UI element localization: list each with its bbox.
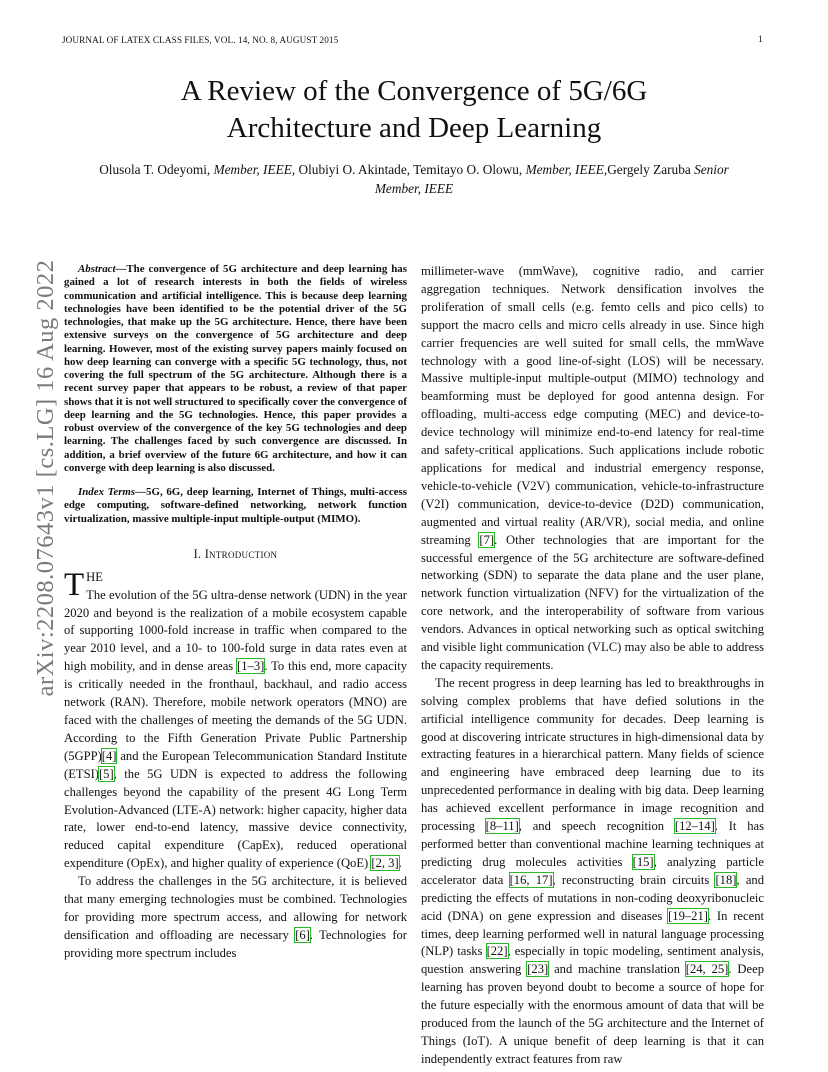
section-heading-introduction: [64, 547, 407, 562]
citation-link[interactable]: [5]: [98, 766, 114, 781]
left-column: [64, 263, 407, 963]
section-number: I.: [193, 546, 205, 561]
citation-link[interactable]: [19–21]: [668, 908, 708, 923]
citation-link[interactable]: [22]: [486, 944, 508, 959]
text-span: . To this end, more capacity is critically needed in the fronthaul, backhaul, and radio access network (RAN). Therefore, mobile network operators (MNO) are faced with the challenges of meeting the demands of the 5G UDN. According to the Fifth Generation Private Public Partnership (5GPP): [64, 659, 407, 763]
drop-cap: T: [64, 566, 85, 603]
citation-link[interactable]: [1–3]: [237, 659, 265, 674]
citation-link[interactable]: [8–11]: [485, 819, 519, 834]
arxiv-identifier-stamp[interactable]: arXiv:2208.07643v1 [cs.LG] 16 Aug 2022: [32, 259, 59, 697]
journal-header: JOURNAL OF LATEX CLASS FILES, VOL. 14, NO. 8, AUGUST 2015: [62, 35, 339, 45]
text-span: , the 5G UDN is expected to address the following challenges beyond the capability of the present 4G Long Term Evolution-Advanced (LTE-A) network: higher capacity, higher data rate, lower end-to-end latency, massive device connectivity, reduced capital expenditure (CapEx), reduced operational expenditure (OpEx), and higher quality of experience (QoE): [64, 766, 407, 871]
text-span: and machine translation: [548, 962, 686, 977]
title-line-2: Architecture and Deep Learning: [226, 112, 602, 144]
text-span: , and speech recognition: [518, 819, 675, 834]
author-4-role: Senior Member, IEEE: [374, 162, 729, 196]
citation-link[interactable]: [16, 17]: [509, 872, 553, 887]
text-span: , and predicting the effects of mutations in non-coding deoxyribonucleic acid (DNA) on gene expression and diseases: [421, 872, 765, 923]
text-span: , especially in topic modeling, sentiment analysis, question answering: [421, 944, 764, 977]
citation-link[interactable]: [4]: [101, 748, 117, 763]
author-1-role: Member, IEEE,: [213, 162, 296, 177]
index-terms-text: —5G, 6G, deep learning, Internet of Things, multi-access edge computing, software-defined networking, network function virtualization, massive multiple-input multiple-output (MIMO).: [64, 486, 407, 525]
text-span: . Technologies for providing more spectrum includes: [64, 927, 408, 960]
intro-paragraph-2-cont: [421, 263, 764, 675]
citation-link[interactable]: [6]: [295, 927, 310, 942]
text-span: millimeter-wave (mmWave), cognitive radio, and carrier aggregation techniques. Network densification involves the proliferation of small cells (e.g. femto cells and pico cells) to support the macro cells and micro cells already in use. Since high carrier frequencies are well suited for small cells, the mmWave technology with a good line-of-sight (LOS) will be necessary. Massive multiple-input multiple-output (MIMO) technology and beamforming must be deployed for good antenna design. For offloading, multi-access edge computing (MEC) and device-to-device technology will minimize end-to-end latency for real-time and safety-critical applications. Such applications include robotic applications for medical and industrial emergency response, vehicle-to-vehicle (V2V) communication, vehicle-to-infrastructure (V2I) communication, device-to-device (D2D) communication, augmented and virtual reality (AR/VR), social media, and online streaming: [421, 264, 764, 547]
author-1: Olusola T. Odeyomi,: [99, 162, 214, 177]
author-3-role: Member, IEEE,: [525, 162, 608, 177]
index-terms: [64, 486, 407, 526]
citation-link[interactable]: [2, 3]: [371, 856, 399, 871]
text-span: . It has performed better than conventional machine learning techniques at predicting drug molecules activities: [421, 819, 764, 869]
citation-link[interactable]: [23]: [527, 962, 549, 977]
text-span: The evolution of the 5G ultra-dense network (UDN) in the year 2020 and beyond is the realization of a mobile ecosystem capable of supporting 1000-fold increase in traffic when compared to the year 2010 level, and a 10- to 100-fold surge in data rates even at high mobility, and in dense areas: [64, 587, 407, 674]
section-title: Introduction: [204, 546, 278, 561]
text-span: , analyzing particle accelerator data: [421, 854, 764, 887]
text-span: , reconstructing brain circuits: [552, 872, 716, 887]
citation-link[interactable]: [12–14]: [674, 819, 715, 834]
text-span: . Deep learning has proven beyond doubt to become a source of hope for the future especially with the enormous amount of data that will be produced from the launch of the 5G architecture and the Internet of Things (IoT). A unique benefit of deep learning is that it can independently extract features from raw: [421, 962, 764, 1066]
author-4: Gergely Zaruba: [607, 162, 695, 177]
citation-link[interactable]: [18]: [715, 872, 737, 887]
citation-link[interactable]: [24, 25]: [685, 962, 729, 977]
citation-link[interactable]: [15]: [632, 854, 654, 869]
title-line-1: A Review of the Convergence of 5G/6G: [180, 75, 648, 107]
text-span: .: [398, 856, 402, 871]
text-span: The recent progress in deep learning has led to breakthroughs in solving complex problems that have defied solutions in the artificial intelligence community for decades. Deep learning is good at discovering intricate structures in high-dimensional data by extracting features in a hierarchical pattern. Many fields of science and engineering have embraced deep learning due to its unprecedented performance in dealing with big data. Deep learning has achieved excellent performance in image recognition and processing: [421, 675, 764, 834]
text-span: . Other technologies that are important for the successful emergence of the 5G architecture are software-defined networking (SDN) to separate the data plane and the user plane, network function virtualization (NFV) for the virtualization of the core network, and the interoperability of software from various vendors. Advances in optical networking such as optical switching and visible light communication (VLC) may also be able to address the capacity requirements.: [421, 532, 765, 672]
drop-cap-rest: HE: [86, 569, 103, 584]
paper-title: [100, 73, 728, 147]
text-span: and the European Telecommunication Standard Institute (ETSI): [64, 748, 407, 781]
right-column: [421, 263, 764, 1069]
intro-paragraph-2-start: [64, 873, 407, 963]
author-2-3: Olubiyi O. Akintade, Temitayo O. Olowu,: [295, 162, 526, 177]
citation-link[interactable]: [7]: [479, 532, 495, 547]
text-span: . In recent times, deep learning performed well in natural language processing (NLP) tasks: [421, 908, 764, 959]
abstract: [64, 263, 407, 475]
text-span: To address the challenges in the 5G architecture, it is believed that many emerging technologies must be combined. Technologies for providing more spectrum access, and allowing for network densification and offloading are necessary: [64, 874, 407, 942]
intro-paragraph-1: [64, 566, 407, 873]
abstract-text: —The convergence of 5G architecture and deep learning has gained a lot of research interests in both the fields of wireless communication and artificial intelligence. This is because deep learning technologies have been identified to be the potential driver of the 5G technologies, that make up the 5G architecture. Hence, there have been extensive surveys on the convergence of 5G architecture and deep learning. However, most of the existing survey papers mainly focused on how deep learning can converge with a specific 5G technology, thus, not covering the full spectrum of the 5G architecture. Although there is a recent survey paper that appears to be robust, a review of that paper shows that it is not well structured to specifically cover the convergence of deep learning and the 5G technologies. Hence, this paper provides a robust overview of the convergence of the key 5G technologies and deep learning. The challenges faced by such convergence are discussed. In addition, a brief overview of the future 6G architecture, and how it can converge with deep learning is also discussed.: [64, 263, 407, 474]
index-terms-label: Index Terms: [78, 486, 136, 498]
abstract-label: Abstract: [78, 263, 116, 275]
author-list: [88, 160, 740, 198]
intro-paragraph-3: [421, 675, 764, 1069]
page-number: 1: [758, 35, 763, 45]
